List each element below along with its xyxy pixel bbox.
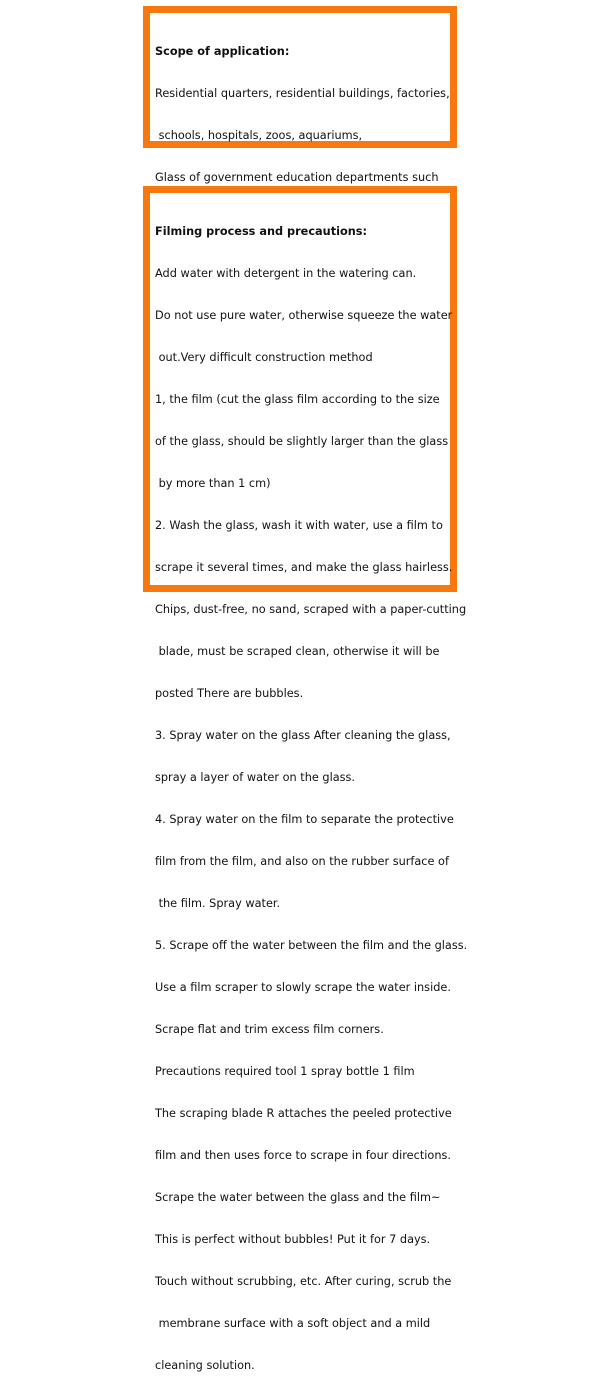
process-title: Filming process and precautions:: [155, 225, 368, 238]
scope-line: Glass of government education departments such: [155, 171, 439, 184]
process-line: Use a film scraper to slowly scrape the water inside.: [155, 981, 451, 994]
process-line: This is perfect without bubbles! Put it for 7 days.: [155, 1233, 431, 1246]
process-line: Scrape flat and trim excess film corners.: [155, 1023, 384, 1036]
process-line: Scrape the water between the glass and the film~: [155, 1191, 441, 1204]
process-line: membrane surface with a soft object and a mild: [155, 1317, 431, 1330]
process-line: 2. Wash the glass, wash it with water, use a film to: [155, 519, 443, 532]
process-line: Do not use pure water, otherwise squeeze the water: [155, 309, 453, 322]
process-line: posted There are bubbles.: [155, 687, 304, 700]
scope-of-application-box: [143, 6, 457, 184]
process-line: by more than 1 cm): [155, 477, 271, 490]
process-line: out.Very difficult construction method: [155, 351, 373, 364]
process-line: film from the film, and also on the rubber surface of: [155, 855, 449, 868]
process-line: 1, the film (cut the glass film according to the size: [155, 393, 440, 406]
process-line: the film. Spray water.: [155, 897, 281, 910]
process-line: blade, must be scraped clean, otherwise it will be: [155, 645, 440, 658]
process-line: 4. Spray water on the film to separate the protective: [155, 813, 454, 826]
process-line: spray a layer of water on the glass.: [155, 771, 355, 784]
process-line: 3. Spray water on the glass After cleaning the glass,: [155, 729, 451, 742]
scope-line: schools, hospitals, zoos, aquariums,: [155, 129, 363, 142]
process-line: scrape it several times, and make the glass hairless.: [155, 561, 453, 574]
process-line: Touch without scrubbing, etc. After curing, scrub the: [155, 1275, 452, 1288]
process-line: cleaning solution.: [155, 1359, 255, 1372]
process-line: The scraping blade R attaches the peeled protective: [155, 1107, 452, 1120]
process-line: of the glass, should be slightly larger than the glass: [155, 435, 449, 448]
process-line: 5. Scrape off the water between the film and the glass.: [155, 939, 468, 952]
process-line: Precautions required tool 1 spray bottle 1 film: [155, 1065, 415, 1078]
process-line: film and then uses force to scrape in four directions.: [155, 1149, 451, 1162]
filming-process-box: [143, 186, 468, 1372]
process-line: Chips, dust-free, no sand, scraped with a paper-cutting: [155, 603, 467, 616]
scope-line: Residential quarters, residential buildings, factories,: [155, 87, 450, 100]
scope-title: Scope of application:: [155, 45, 290, 58]
process-line: Add water with detergent in the watering can.: [155, 267, 417, 280]
